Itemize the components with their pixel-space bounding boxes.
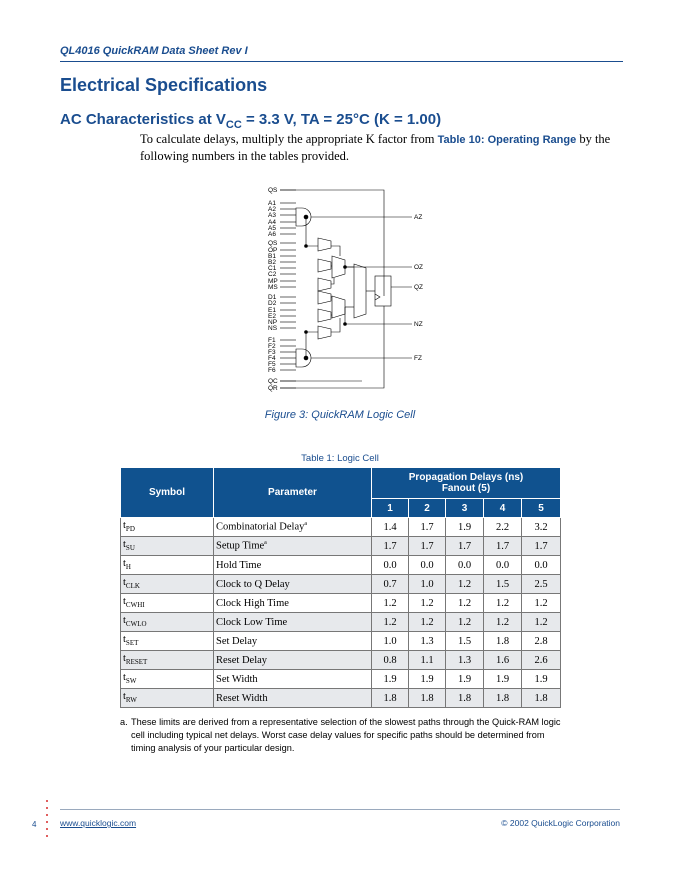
value-cell: 1.3 — [446, 651, 484, 670]
output-labels — [414, 214, 423, 362]
pin-labels — [268, 187, 278, 392]
pin-label: D2 — [268, 300, 277, 307]
value-cell: 1.2 — [372, 613, 409, 632]
table-reference-link[interactable]: Table 10: Operating Range — [437, 134, 577, 146]
logic-cell-diagram — [262, 186, 432, 398]
pin-label: C1 — [268, 265, 277, 272]
value-cell: 1.2 — [522, 613, 561, 632]
value-cell: 1.2 — [484, 594, 522, 613]
footnote — [120, 716, 562, 755]
pin-label: MS — [268, 284, 278, 291]
value-cell: 0.0 — [484, 556, 522, 575]
pin-label: E1 — [268, 307, 276, 314]
parameter-cell: Reset Width — [214, 689, 372, 708]
footnote-letter: a. — [120, 717, 128, 727]
value-cell: 1.9 — [372, 670, 409, 689]
output-label: AZ — [414, 214, 423, 221]
value-cell: 3.2 — [522, 518, 561, 537]
header-group-line2: Fanout (5) — [441, 483, 491, 494]
table-row — [121, 537, 561, 556]
parameter-cell: Combinatorial Delay$^a$ — [214, 518, 372, 537]
pin-label: A3 — [268, 212, 276, 219]
pin-label: F4 — [268, 355, 276, 362]
value-cell: 1.7 — [484, 537, 522, 556]
header-fanout: 5 — [522, 499, 561, 518]
table-row — [121, 670, 561, 689]
value-cell: 1.0 — [372, 632, 409, 651]
value-cell: 1.2 — [446, 594, 484, 613]
pin-label: F2 — [268, 343, 276, 350]
header-group-line1: Propagation Delays (ns) — [408, 472, 524, 483]
symbol-cell: $t_H$ — [121, 556, 214, 575]
pin-label: A6 — [268, 231, 276, 238]
figure-caption: Figure 3: QuickRAM Logic Cell — [264, 409, 416, 421]
value-cell: 1.8 — [484, 689, 522, 708]
pin-label: NP — [268, 319, 278, 326]
table-row — [121, 689, 561, 708]
value-cell: 1.9 — [484, 670, 522, 689]
symbol-cell: $t_{RESET}$ — [121, 651, 214, 670]
symbol-cell: $t_{SW}$ — [121, 670, 214, 689]
value-cell: 1.5 — [446, 632, 484, 651]
header-fanout: 3 — [446, 499, 484, 518]
pin-label: A2 — [268, 206, 276, 213]
pin-label: D1 — [268, 294, 277, 301]
pin-label: A5 — [268, 225, 276, 232]
output-label: FZ — [414, 355, 422, 362]
value-cell: 1.2 — [446, 575, 484, 594]
table-row — [121, 518, 561, 537]
value-cell: 2.5 — [522, 575, 561, 594]
value-cell: 1.9 — [446, 518, 484, 537]
parameter-cell: Clock High Time — [214, 594, 372, 613]
value-cell: 1.8 — [409, 689, 446, 708]
logic-cell-table — [120, 467, 561, 708]
header-propagation-group — [372, 468, 561, 499]
value-cell: 1.9 — [522, 670, 561, 689]
output-label: QZ — [414, 284, 424, 291]
pin-label: QC — [268, 378, 278, 385]
value-cell: 1.0 — [409, 575, 446, 594]
value-cell: 1.4 — [372, 518, 409, 537]
output-label: NZ — [414, 321, 423, 328]
symbol-cell: $t_{SU}$ — [121, 537, 214, 556]
value-cell: 0.0 — [409, 556, 446, 575]
header-fanout: 4 — [484, 499, 522, 518]
value-cell: 0.7 — [372, 575, 409, 594]
subsection-sub: CC — [225, 119, 242, 131]
table-row — [121, 613, 561, 632]
parameter-cell: Reset Delay — [214, 651, 372, 670]
footnote-text: These limits are derived from a representative selection of the slowest paths through the Quick-RAM logic cell including typical net delays. Worst case delay values for specific paths should be determined from timing analysis of your particular design. — [131, 717, 561, 753]
value-cell: 1.3 — [409, 632, 446, 651]
value-cell: 2.6 — [522, 651, 561, 670]
value-cell: 1.7 — [446, 537, 484, 556]
value-cell: 1.6 — [484, 651, 522, 670]
value-cell: 2.2 — [484, 518, 522, 537]
header-symbol: Symbol — [121, 468, 214, 518]
pin-label: A1 — [268, 200, 276, 207]
symbol-cell: $t_{CWLO}$ — [121, 613, 214, 632]
footer-dots — [46, 800, 50, 842]
header-rule — [60, 61, 623, 62]
parameter-cell: Hold Time — [214, 556, 372, 575]
header-parameter: Parameter — [214, 468, 372, 518]
table-caption: Table 1: Logic Cell — [301, 453, 379, 464]
pin-label: OP — [268, 247, 278, 254]
pin-label: MP — [268, 278, 278, 285]
diagram-wires — [280, 190, 412, 388]
output-label: OZ — [414, 264, 424, 271]
header-title: QL4016 QuickRAM Data Sheet Rev I — [60, 45, 248, 57]
table-row — [121, 575, 561, 594]
pin-label: B1 — [268, 253, 276, 260]
pin-label: NS — [268, 325, 278, 332]
pin-label: F5 — [268, 361, 276, 368]
intro-paragraph — [140, 131, 622, 164]
pin-label: QS — [268, 240, 278, 247]
value-cell: 1.2 — [446, 613, 484, 632]
value-cell: 1.7 — [409, 518, 446, 537]
subsection-prefix: AC Characteristics at V — [60, 111, 226, 128]
value-cell: 1.9 — [446, 670, 484, 689]
intro-before: To calculate delays, multiply the appropriate K factor from — [140, 132, 438, 146]
table-row — [121, 632, 561, 651]
value-cell: 1.8 — [446, 689, 484, 708]
pin-label: QR — [268, 385, 278, 392]
value-cell: 0.0 — [522, 556, 561, 575]
value-cell: 1.2 — [522, 594, 561, 613]
subsection-title — [60, 111, 441, 131]
value-cell: 1.2 — [409, 594, 446, 613]
value-cell: 2.8 — [522, 632, 561, 651]
pin-label: F6 — [268, 367, 276, 374]
symbol-cell: $t_{PD}$ — [121, 518, 214, 537]
footer-rule — [60, 809, 620, 810]
value-cell: 1.2 — [372, 594, 409, 613]
value-cell: 1.9 — [409, 670, 446, 689]
value-cell: 0.8 — [372, 651, 409, 670]
value-cell: 1.8 — [484, 632, 522, 651]
value-cell: 1.7 — [409, 537, 446, 556]
value-cell: 1.8 — [522, 689, 561, 708]
symbol-cell: $t_{CWHI}$ — [121, 594, 214, 613]
value-cell: 0.0 — [372, 556, 409, 575]
pin-label: F3 — [268, 349, 276, 356]
footer-copyright: © 2002 QuickLogic Corporation — [501, 818, 620, 828]
pin-label: B2 — [268, 259, 276, 266]
symbol-cell: $t_{SET}$ — [121, 632, 214, 651]
value-cell: 1.2 — [484, 613, 522, 632]
table-row — [121, 594, 561, 613]
pin-label: C2 — [268, 271, 277, 278]
parameter-cell: Clock Low Time — [214, 613, 372, 632]
symbol-cell: $t_{RW}$ — [121, 689, 214, 708]
value-cell: 1.5 — [484, 575, 522, 594]
table-row — [121, 651, 561, 670]
value-cell: 1.8 — [372, 689, 409, 708]
pin-label: QS — [268, 187, 278, 194]
symbol-cell: $t_{CLK}$ — [121, 575, 214, 594]
parameter-cell: Set Width — [214, 670, 372, 689]
intro-after: by the following numbers in the tables provided. — [140, 132, 611, 163]
subsection-suffix: = 3.3 V, TA = 25°C (K = 1.00) — [241, 111, 442, 128]
pin-label: A4 — [268, 219, 276, 226]
header-fanout: 2 — [409, 499, 446, 518]
value-cell: 0.0 — [446, 556, 484, 575]
table-row — [121, 556, 561, 575]
value-cell: 1.1 — [409, 651, 446, 670]
section-title: Electrical Specifications — [60, 75, 268, 95]
parameter-cell: Clock to Q Delay — [214, 575, 372, 594]
value-cell: 1.2 — [409, 613, 446, 632]
header-fanout: 1 — [372, 499, 409, 518]
pin-label: F1 — [268, 337, 276, 344]
parameter-cell: Set Delay — [214, 632, 372, 651]
footer-link[interactable]: www.quicklogic.com — [60, 818, 137, 828]
pin-label: E2 — [268, 313, 276, 320]
value-cell: 1.7 — [372, 537, 409, 556]
parameter-cell: Setup Time$^a$ — [214, 537, 372, 556]
page-number: 4 — [32, 820, 37, 829]
value-cell: 1.7 — [522, 537, 561, 556]
